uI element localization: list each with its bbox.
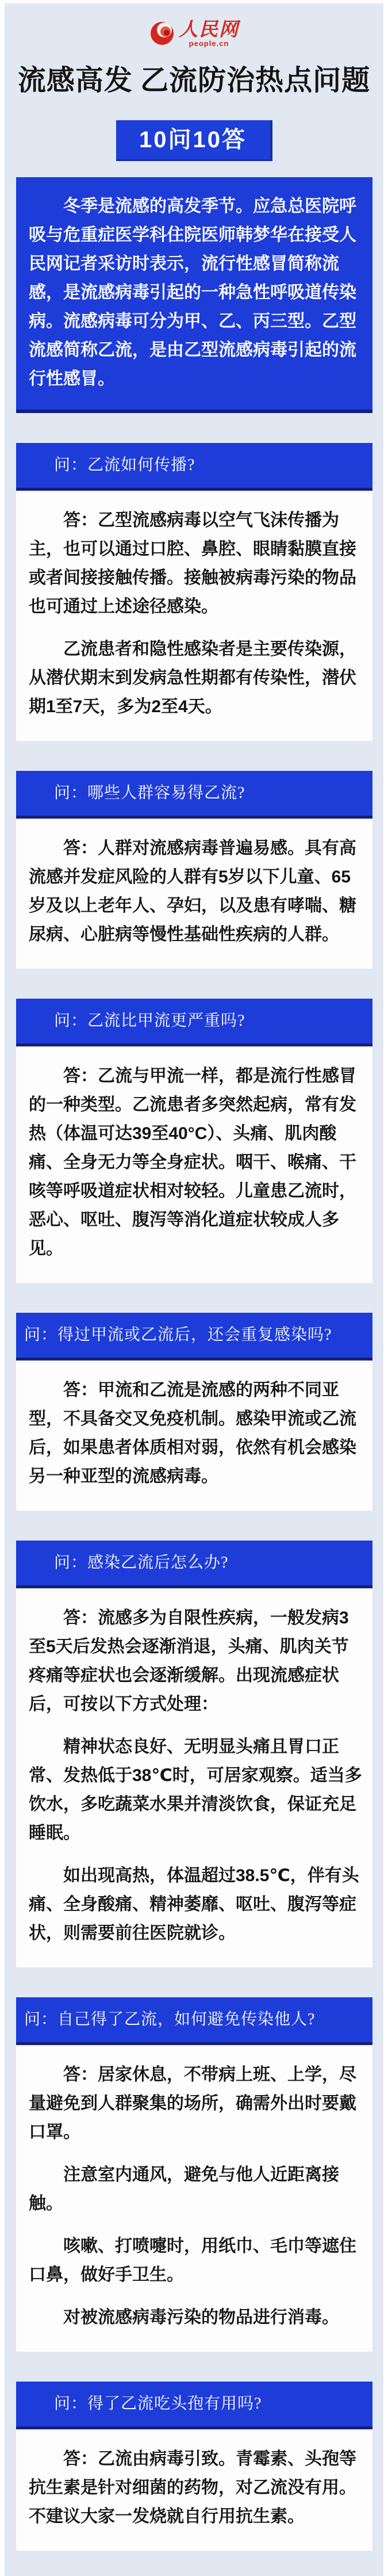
answer-paragraph: 注意室内通风，避免与他人近距离接触。 bbox=[29, 2165, 339, 2213]
masthead bbox=[5, 3, 383, 161]
answer-paragraph: 答：人群对流感病毒普遍易感。具有高流感并发症风险的人群有5岁以下儿童、65岁及以上老年人、孕妇，以及患有哮喘、糖尿病、心脏病等慢性基础性疾病的人群。 bbox=[29, 839, 356, 944]
answer-card bbox=[16, 819, 372, 969]
answer-paragraph: 答：居家休息，不带病上班、上学，尽量避免到人群聚集的场所，确需外出时要戴口罩。 bbox=[29, 2065, 356, 2142]
qa-section bbox=[16, 1997, 372, 2352]
answer-card bbox=[16, 1360, 372, 1511]
question-label: 问：自己得了乙流，如何避免传染他人? bbox=[24, 2011, 316, 2028]
answer-paragraph: 答：乙型流感病毒以空气飞沫传播为主，也可以通过口腔、鼻腔、眼睛黏膜直接或者间接接触传播。接触被病毒污染的物品也可通过上述途径感染。 bbox=[29, 511, 356, 616]
count-badge: 10问10答 bbox=[116, 120, 272, 161]
answer-card bbox=[16, 2429, 372, 2551]
question-header bbox=[16, 771, 372, 819]
infographic-page bbox=[5, 3, 383, 2576]
answer-paragraph: 答：乙流由病毒引致。青霉素、头孢等抗生素是针对细菌的药物，对乙流没有用。不建议大家一发烧就自行用抗生素。 bbox=[29, 2449, 356, 2526]
qa-section bbox=[16, 771, 372, 969]
question-label: 问：得过甲流或乙流后，还会重复感染吗? bbox=[24, 1326, 332, 1344]
answer-paragraph: 对被流感病毒污染的物品进行消毒。 bbox=[63, 2308, 339, 2327]
people-cn-logo bbox=[149, 20, 239, 49]
question-header bbox=[16, 2382, 372, 2429]
question-label: 问：得了乙流吃头孢有用吗? bbox=[54, 2395, 262, 2413]
logo-chinese-text: 人民网 bbox=[179, 20, 239, 40]
question-header bbox=[16, 1997, 372, 2045]
qa-section bbox=[16, 2382, 372, 2551]
intro-card bbox=[16, 177, 372, 413]
answer-card bbox=[16, 1588, 372, 1967]
qa-section bbox=[16, 443, 372, 741]
answer-paragraph: 精神状态良好、无明显头痛且胃口正常、发热低于38℃时，可居家观察。适当多饮水，多吃蔬菜水果并清淡饮食，保证充足睡眠。 bbox=[29, 1737, 362, 1843]
answer-card bbox=[16, 1046, 372, 1283]
question-label: 问：哪些人群容易得乙流? bbox=[54, 784, 245, 802]
qa-section bbox=[16, 1313, 372, 1511]
page-title: 流感高发 乙流防治热点问题 bbox=[17, 64, 371, 96]
answer-paragraph: 答：流感多为自限性疾病，一般发病3至5天后发热会逐渐消退，头痛、肌肉关节疼痛等症状也会逐渐缓解。出现流感症状后，可按以下方式处理： bbox=[29, 1608, 349, 1714]
intro-paragraph: 冬季是流感的高发季节。应急总医院呼吸与危重症医学科住院医师韩梦华在接受人民网记者采访时表示，流行性感冒简称流感，是流感病毒引起的一种急性呼吸道传染病。流感病毒可分为甲、乙、丙三型。乙型流感简称乙流，是由乙型流感病毒引起的流行性感冒。 bbox=[29, 197, 356, 388]
logo-wordmark bbox=[179, 20, 239, 48]
answer-paragraph: 答：甲流和乙流是流感的两种不同亚型，不具备交叉免疫机制。感染甲流或乙流后，如果患者体质相对弱，依然有机会感染另一种亚型的流感病毒。 bbox=[29, 1381, 356, 1486]
answer-paragraph: 答：乙流与甲流一样，都是流行性感冒的一种类型。乙流患者多突然起病，常有发热（体温可达39至40°C）、头痛、肌肉酸痛、全身无力等全身症状。咽干、喉痛、干咳等呼吸道症状相对较轻。儿童患乙流时，恶心、呕吐、腹泻等消化道症状较成人多见。 bbox=[29, 1067, 356, 1258]
question-header bbox=[16, 443, 372, 491]
question-header bbox=[16, 1541, 372, 1588]
qa-list bbox=[5, 443, 383, 2551]
question-label: 问：乙流如何传播? bbox=[54, 456, 195, 474]
question-label: 问：乙流比甲流更严重吗? bbox=[54, 1012, 245, 1030]
answer-card bbox=[16, 491, 372, 741]
qa-section bbox=[16, 1541, 372, 1967]
logo-swirl-icon bbox=[149, 20, 175, 49]
logo-domain-text: people.cn bbox=[189, 39, 229, 48]
qa-section bbox=[16, 999, 372, 1283]
answer-card bbox=[16, 2045, 372, 2352]
question-header bbox=[16, 1313, 372, 1360]
answer-paragraph: 乙流患者和隐性感染者是主要传染源，从潜伏期末到发病急性期都有传染性，潜伏期1至7天，多为2至4天。 bbox=[29, 640, 356, 716]
question-label: 问：感染乙流后怎么办? bbox=[54, 1554, 229, 1572]
answer-paragraph: 如出现高热，体温超过38.5℃，伴有头痛、全身酸痛、精神萎靡、呕吐、腹泻等症状，则需要前往医院就诊。 bbox=[29, 1866, 359, 1943]
answer-paragraph: 咳嗽、打喷嚏时，用纸巾、毛巾等遮住口鼻，做好手卫生。 bbox=[29, 2237, 356, 2284]
question-header bbox=[16, 999, 372, 1046]
